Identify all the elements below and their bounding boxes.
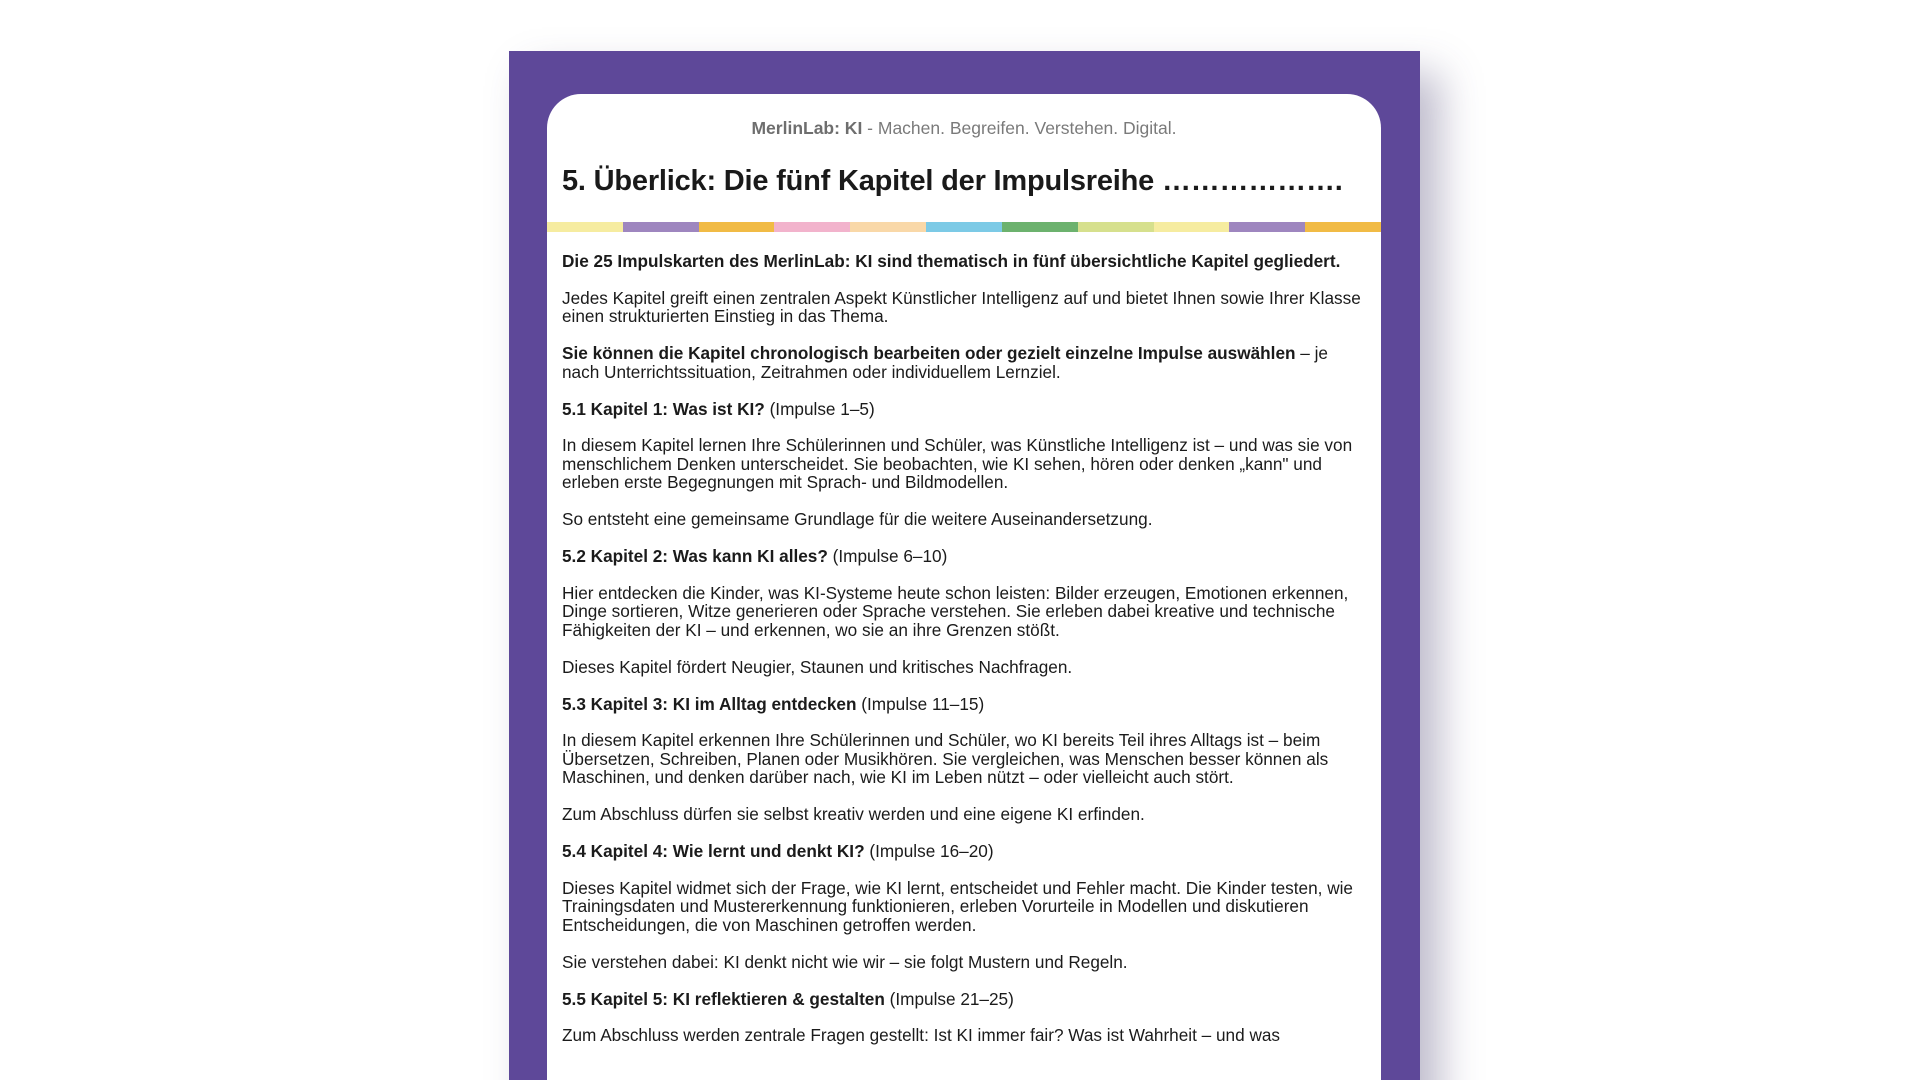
stripe-segment [1229, 222, 1305, 232]
stripe-segment [1305, 222, 1381, 232]
chapter-5-body: Zum Abschluss werden zentrale Fragen gestellt: Ist KI immer fair? Was ist Wahrheit – und was [562, 1025, 1281, 1045]
intro-usage-rest: – je nach Unterrichtssituation, Zeitrahmen oder individuellem Lernziel. [562, 343, 1328, 382]
document-frame [509, 51, 1420, 1080]
intro-lead: Die 25 Impulskarten des MerlinLab: KI sind thematisch in fünf übersichtliche Kapitel gegliedert. [562, 251, 1341, 271]
stripe-segment [926, 222, 1002, 232]
document-content [547, 232, 1381, 1045]
page-title: 5. Überlick: Die fünf Kapitel der Impulsreihe ………………. [562, 165, 1343, 197]
chapter-heading-range: (Impulse 11–15) [856, 693, 985, 714]
stripe-segment [623, 222, 699, 232]
chapter-2-body: Hier entdecken die Kinder, was KI-Systeme heute schon leisten: Bilder erzeugen, Emotionen erkennen, Dinge sortieren, Witze generieren oder Sprache verstehen. Sie erleben dabei kreative und technische Fähigkeiten der KI – und erkennen, wo sie an ihre Grenzen stößt. [562, 582, 1349, 640]
chapter-2-closing: Dieses Kapitel fördert Neugier, Staunen und kritisches Nachfragen. [562, 656, 1073, 677]
chapter-3-heading [562, 695, 1366, 714]
intro-usage-bold: Sie können die Kapitel chronologisch bearbeiten oder gezielt einzelne Impulse auswählen [562, 343, 1296, 363]
document-page [547, 94, 1381, 1080]
stripe-segment [699, 222, 775, 232]
chapter-1-body: In diesem Kapitel lernen Ihre Schülerinnen und Schüler, was Künstliche Intelligenz ist – und was sie von menschlichem Denken unterscheidet. Sie beobachten, wie KI sehen, hören oder denken „kann" und erleben erste Begegnungen mit Sprach- und Bildmodellen. [562, 435, 1353, 492]
chapter-1-closing: So entsteht eine gemeinsame Grundlage für die weitere Auseinandersetzung. [562, 509, 1153, 529]
chapter-4-body: Dieses Kapitel widmet sich der Frage, wie KI lernt, entscheidet und Fehler macht. Die Kinder testen, wie Trainingsdaten und Mustererkennung funktionieren, erleben Vorurteile in Modellen und diskutieren Entscheidungen, die von Maschinen getroffen werden. [562, 877, 1353, 935]
chapter-heading-title: 5.4 Kapitel 4: Wie lernt und denkt KI? [562, 841, 865, 861]
chapter-heading-range: (Impulse 1–5) [764, 398, 875, 419]
chapter-3-closing: Zum Abschluss dürfen sie selbst kreativ werden und eine eigene KI erfinden. [562, 804, 1145, 824]
stripe-segment [1154, 222, 1230, 232]
chapter-heading-title: 5.3 Kapitel 3: KI im Alltag entdecken [562, 693, 857, 714]
intro-paragraph-usage [562, 344, 1366, 381]
stripe-segment [850, 222, 926, 232]
chapter-heading-title: 5.5 Kapitel 5: KI reflektieren & gestalten [562, 988, 885, 1009]
chapter-4-closing: Sie verstehen dabei: KI denkt nicht wie wir – sie folgt Mustern und Regeln. [562, 951, 1128, 972]
chapter-2-heading [562, 547, 1366, 566]
chapter-heading-title: 5.2 Kapitel 2: Was kann KI alles? [562, 546, 828, 566]
stripe-segment [1002, 222, 1078, 232]
stripe-segment [1078, 222, 1154, 232]
chapter-heading-range: (Impulse 21–25) [884, 988, 1014, 1009]
chapter-heading-title: 5.1 Kapitel 1: Was ist KI? [562, 398, 765, 419]
stripe-segment [774, 222, 850, 232]
stripe-segment [547, 222, 623, 232]
page-header [547, 118, 1381, 139]
chapter-heading-range: (Impulse 16–20) [864, 841, 994, 861]
brand-name: MerlinLab: KI [751, 118, 863, 138]
chapter-4-heading [562, 842, 1366, 861]
brand-tagline: - Machen. Begreifen. Verstehen. Digital. [862, 118, 1177, 138]
chapter-1-heading [562, 400, 1366, 419]
chapter-heading-range: (Impulse 6–10) [827, 546, 948, 566]
chapter-5-heading [562, 990, 1366, 1009]
color-stripe [547, 222, 1381, 232]
intro-paragraph: Jedes Kapitel greift einen zentralen Aspekt Künstlicher Intelligenz auf und bietet Ihnen sowie Ihrer Klasse einen strukturierten Einstieg in das Thema. [562, 287, 1361, 326]
chapter-3-body: In diesem Kapitel erkennen Ihre Schülerinnen und Schüler, wo KI bereits Teil ihres Alltags ist – beim Übersetzen, Schreiben, Planen oder Musikhören. Sie vergleichen, was Menschen besser können als Maschinen, und denken darüber nach, wie KI im Leben nützt – oder vielleicht auch stört. [562, 730, 1329, 787]
